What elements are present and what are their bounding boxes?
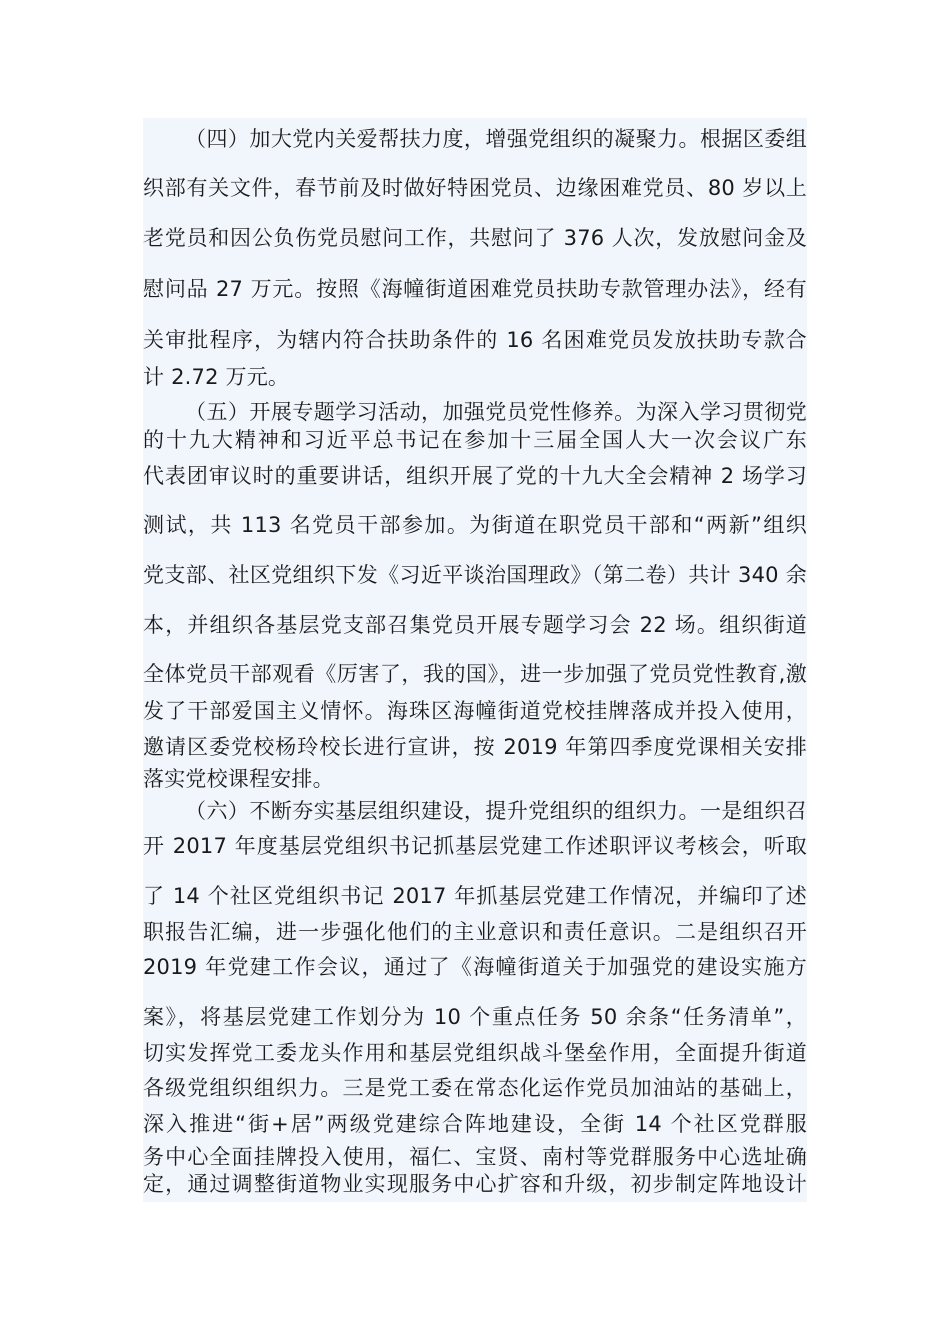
paragraph-6-line-1: （六）不断夯实基层组织建设，提升党组织的组织力。一是组织召 [185,799,807,823]
paragraph-6-line-10: 务中心全面挂牌投入使用，福仁、宝贤、南村等党群服务中心选址确 [143,1145,807,1169]
paragraph-5-line-6: 本，并组织各基层党支部召集党员开展专题学习会 22 场。组织街道 [143,613,807,637]
paragraph-6-line-5: 2019 年党建工作会议，通过了《海幢街道关于加强党的建设实施方 [143,955,807,979]
paragraph-5-line-8: 发了干部爱国主义情怀。海珠区海幢街道党校挂牌落成并投入使用， [143,699,807,723]
paragraph-5-line-10: 落实党校课程安排。 [143,767,334,791]
paragraph-4-line-5: 关审批程序，为辖内符合扶助条件的 16 名困难党员发放扶助专款合 [143,328,807,352]
paragraph-6-line-6: 案》，将基层党建工作划分为 10 个重点任务 50 余条“任务清单”， [143,1005,807,1029]
paragraph-5-line-9: 邀请区委党校杨玲校长进行宣讲，按 2019 年第四季度党课相关安排 [143,735,807,759]
paragraph-6-line-8: 各级党组织组织力。三是党工委在常态化运作党员加油站的基础上， [143,1076,807,1100]
paragraph-4-line-3: 老党员和因公负伤党员慰问工作，共慰问了 376 人次，发放慰问金及 [143,226,807,250]
paragraph-5-line-5: 党支部、社区党组织下发《习近平谈治国理政》（第二卷）共计 340 余 [143,563,807,587]
document-text-block [143,118,807,1202]
paragraph-6-line-7: 切实发挥党工委龙头作用和基层党组织战斗堡垒作用，全面提升街道 [143,1041,807,1065]
paragraph-5-line-4: 测试，共 113 名党员干部参加。为街道在职党员干部和“两新”组织 [143,513,807,537]
paragraph-5-line-2: 的十九大精神和习近平总书记在参加十三届全国人大一次会议广东 [143,428,807,452]
paragraph-6-line-3: 了 14 个社区党组织书记 2017 年抓基层党建工作情况，并编印了述 [143,884,807,908]
paragraph-4-line-1: （四）加大党内关爱帮扶力度，增强党组织的凝聚力。根据区委组 [185,127,807,151]
paragraph-4-line-4: 慰问品 27 万元。按照《海幢街道困难党员扶助专款管理办法》，经有 [143,277,807,301]
paragraph-6-line-4: 职报告汇编，进一步强化他们的主业意识和责任意识。二是组织召开 [143,920,807,944]
paragraph-4-line-6: 计 2.72 万元。 [143,365,290,389]
paragraph-6-line-2: 开 2017 年度基层党组织书记抓基层党建工作述职评议考核会，听取 [143,834,807,858]
paragraph-4-line-2: 织部有关文件，春节前及时做好特困党员、边缘困难党员、80 岁以上 [143,176,807,200]
paragraph-6-line-9: 深入推进“街+居”两级党建综合阵地建设，全街 14 个社区党群服 [143,1112,807,1136]
paragraph-6-line-11: 定，通过调整街道物业实现服务中心扩容和升级，初步制定阵地设计 [143,1172,807,1196]
paragraph-5-line-3: 代表团审议时的重要讲话，组织开展了党的十九大全会精神 2 场学习 [143,464,807,488]
paragraph-5-line-1: （五）开展专题学习活动，加强党员党性修养。为深入学习贯彻党 [185,400,807,424]
paragraph-5-line-7: 全体党员干部观看《厉害了，我的国》，进一步加强了党员党性教育,激 [143,662,807,686]
